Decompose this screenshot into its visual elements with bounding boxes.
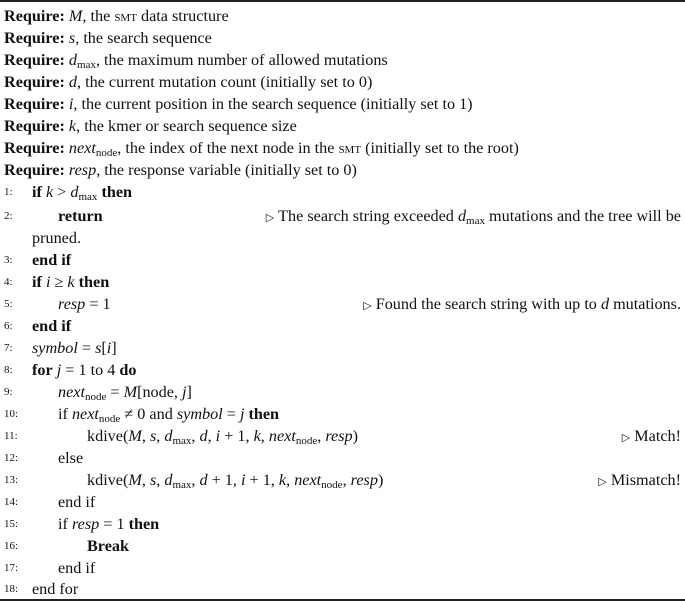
algo-line-11: 11: kdive(M, s, $d_{max}$, d, i + 1, k, next$_{node}$, resp) ▷ Match!: [0, 424, 685, 448]
require-line: Require: resp, the response variable (initially set to 0): [4, 161, 357, 179]
comment: ▷ Match!: [621, 427, 681, 445]
algo-line-2: 2: return ▷ The search string exceeded $d_{max}$ mutations and the tree will be: [0, 204, 685, 228]
algo-line-1: 1: if $k > d_{max}$ then: [4, 183, 133, 203]
comment: ▷ The search string exceeded $d_{max}$ mutations and the tree will be: [265, 207, 681, 227]
require-line: Require: d, the current mutation count (initially set to 0): [4, 73, 373, 91]
top-rule: [0, 0, 685, 2]
algo-line-16: 16: Break: [4, 537, 129, 555]
bottom-rule: [0, 599, 685, 601]
require-line: Require: k, the kmer or search sequence size: [4, 117, 297, 135]
require-line: Require: $d_{max}$, the maximum number of allowed mutations: [4, 51, 388, 71]
algo-line-9: 9: next$_{node}$ = M[node, j]: [4, 383, 192, 403]
comment-triangle-icon: ▷: [363, 300, 372, 312]
algo-line-14: 14: end if: [4, 493, 96, 511]
require-line: Require: s, the search sequence: [4, 29, 212, 47]
algo-line-3: 3: end if: [4, 251, 72, 269]
comment-triangle-icon: ▷: [265, 212, 275, 224]
comment: ▷ Found the search string with up to d mutations.: [363, 295, 681, 313]
require-line: Require: i, the current position in the search sequence (initially set to 1): [4, 95, 473, 113]
algo-line-18: 18: end for: [4, 580, 79, 598]
comment-triangle-icon: ▷: [598, 476, 607, 488]
algo-line-10: 10: if next$_{node}$ ≠ 0 and symbol = j then: [4, 405, 280, 425]
algo-line-12: 12: else: [4, 449, 84, 467]
comment-triangle-icon: ▷: [621, 432, 631, 444]
algo-line-5: 5: resp = 1 ▷ Found the search string with up to d mutations.: [0, 292, 685, 316]
algo-line-13: 13: kdive(M, s, $d_{max}$, d + 1, i + 1, k, next$_{node}$, resp) ▷ Mismatch!: [0, 468, 685, 492]
algo-line-17: 17: end if: [4, 559, 96, 577]
require-line: Require: M, the smt data structure: [4, 7, 229, 25]
algo-line-4: 4: if i ≥ k then: [4, 273, 110, 291]
algo-line-6: 6: end if: [4, 317, 72, 335]
algo-line-7: 7: symbol = s[i]: [4, 339, 117, 357]
algo-line-15: 15: if resp = 1 then: [4, 515, 160, 533]
algo-line-2-continuation: pruned.: [32, 229, 81, 247]
algo-line-8: 8: for j = 1 to 4 do: [4, 361, 137, 379]
comment: ▷ Mismatch!: [598, 471, 681, 489]
require-line: Require: next$_{node}$, the index of the next node in the smt (initially set to the root): [4, 139, 519, 159]
